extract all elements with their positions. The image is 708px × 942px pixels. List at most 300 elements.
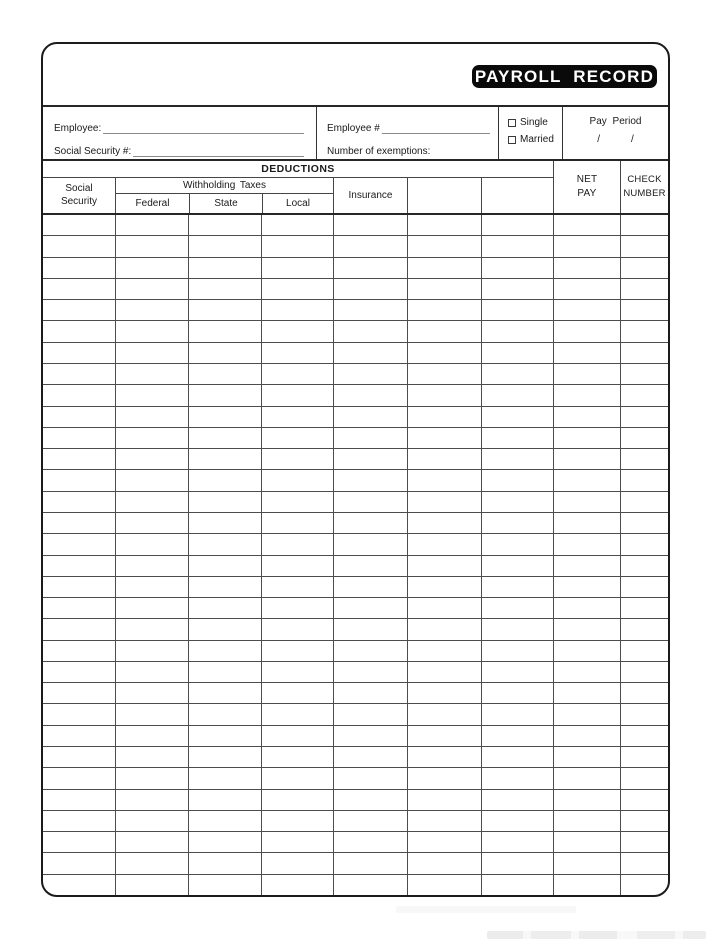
cell-net-pay <box>553 641 620 661</box>
marital-status-cell <box>498 107 562 159</box>
cell-social-security <box>43 726 115 746</box>
cell-withholding-state <box>188 556 261 576</box>
table-row <box>43 469 668 490</box>
cell-blank-1 <box>407 343 481 363</box>
cell-insurance <box>333 321 407 341</box>
cell-withholding-local <box>261 364 333 384</box>
cell-social-security <box>43 407 115 427</box>
cell-withholding-local <box>261 343 333 363</box>
cell-social-security <box>43 321 115 341</box>
employee-label: Employee: <box>54 123 102 134</box>
cell-blank-1 <box>407 704 481 724</box>
cell-insurance <box>333 832 407 852</box>
cell-blank-1 <box>407 747 481 767</box>
cell-withholding-local <box>261 428 333 448</box>
cell-withholding-state <box>188 300 261 320</box>
cell-withholding-federal <box>115 853 188 873</box>
cell-withholding-state <box>188 534 261 554</box>
table-row <box>43 874 668 895</box>
cell-insurance <box>333 598 407 618</box>
exemptions-row <box>327 136 490 159</box>
cell-net-pay <box>553 875 620 895</box>
table-row <box>43 448 668 469</box>
column-header-state: State <box>189 194 262 213</box>
cell-insurance <box>333 534 407 554</box>
cell-withholding-federal <box>115 215 188 235</box>
cell-net-pay <box>553 768 620 788</box>
column-header-local: Local <box>262 194 333 213</box>
pay-period-slash-1: / <box>597 134 600 145</box>
cell-withholding-federal <box>115 790 188 810</box>
social-security-row <box>54 136 304 159</box>
cell-social-security <box>43 258 115 278</box>
cell-blank-1 <box>407 258 481 278</box>
table-row <box>43 725 668 746</box>
cell-blank-1 <box>407 598 481 618</box>
cell-insurance <box>333 513 407 533</box>
social-line2: Security <box>60 195 98 207</box>
deductions-label: DEDUCTIONS <box>261 163 335 175</box>
cell-withholding-local <box>261 683 333 703</box>
cell-check-number <box>620 364 668 384</box>
cell-social-security <box>43 343 115 363</box>
cell-blank-1 <box>407 641 481 661</box>
cell-withholding-local <box>261 598 333 618</box>
cell-blank-2 <box>481 641 553 661</box>
cell-withholding-federal <box>115 300 188 320</box>
table-row <box>43 235 668 256</box>
cell-withholding-state <box>188 449 261 469</box>
social-security-field[interactable] <box>133 145 304 157</box>
cell-blank-1 <box>407 768 481 788</box>
table-row <box>43 257 668 278</box>
cell-social-security <box>43 747 115 767</box>
single-checkbox[interactable] <box>508 119 516 127</box>
cell-insurance <box>333 492 407 512</box>
cell-blank-1 <box>407 236 481 256</box>
cell-check-number <box>620 428 668 448</box>
cell-insurance <box>333 449 407 469</box>
column-header-blank-1 <box>407 178 481 213</box>
title-box <box>472 65 657 88</box>
cell-blank-2 <box>481 704 553 724</box>
cell-withholding-local <box>261 853 333 873</box>
cell-withholding-federal <box>115 492 188 512</box>
cell-blank-1 <box>407 726 481 746</box>
cell-social-security <box>43 683 115 703</box>
cell-check-number <box>620 577 668 597</box>
table-row <box>43 682 668 703</box>
cell-insurance <box>333 683 407 703</box>
cell-withholding-local <box>261 321 333 341</box>
cell-withholding-federal <box>115 321 188 341</box>
employee-identity-cell <box>43 107 316 159</box>
cell-net-pay <box>553 236 620 256</box>
cell-withholding-state <box>188 875 261 895</box>
cell-net-pay <box>553 747 620 767</box>
cell-withholding-federal <box>115 704 188 724</box>
column-header-check-number <box>620 161 668 213</box>
cell-insurance <box>333 768 407 788</box>
column-header-federal: Federal <box>135 198 170 209</box>
employee-info-section <box>43 105 668 159</box>
cell-blank-1 <box>407 279 481 299</box>
cell-check-number <box>620 449 668 469</box>
cell-insurance <box>333 641 407 661</box>
cell-withholding-local <box>261 534 333 554</box>
cell-withholding-federal <box>115 598 188 618</box>
cell-withholding-state <box>188 321 261 341</box>
cell-withholding-state <box>188 470 261 490</box>
table-row <box>43 640 668 661</box>
cell-blank-2 <box>481 619 553 639</box>
cell-withholding-local <box>261 385 333 405</box>
table-row <box>43 215 668 235</box>
cell-withholding-state <box>188 662 261 682</box>
cell-withholding-federal <box>115 641 188 661</box>
cell-social-security <box>43 619 115 639</box>
cell-withholding-federal <box>115 407 188 427</box>
cell-insurance <box>333 853 407 873</box>
cell-withholding-federal <box>115 832 188 852</box>
cell-check-number <box>620 258 668 278</box>
net-pay-line1: NET <box>576 174 598 185</box>
cell-blank-1 <box>407 790 481 810</box>
table-row <box>43 299 668 320</box>
cell-withholding-local <box>261 215 333 235</box>
cell-blank-2 <box>481 811 553 831</box>
cell-net-pay <box>553 704 620 724</box>
cell-blank-1 <box>407 428 481 448</box>
cell-net-pay <box>553 364 620 384</box>
cell-withholding-federal <box>115 768 188 788</box>
cell-blank-1 <box>407 662 481 682</box>
column-header-insurance: Insurance <box>333 178 407 213</box>
cell-withholding-state <box>188 832 261 852</box>
cell-insurance <box>333 790 407 810</box>
cell-blank-2 <box>481 492 553 512</box>
cell-withholding-federal <box>115 726 188 746</box>
cell-net-pay <box>553 726 620 746</box>
cell-blank-1 <box>407 832 481 852</box>
table-row <box>43 491 668 512</box>
cell-social-security <box>43 641 115 661</box>
cell-insurance <box>333 215 407 235</box>
cell-blank-1 <box>407 321 481 341</box>
cell-social-security <box>43 875 115 895</box>
exemptions-label: Number of exemptions: <box>327 146 431 157</box>
cell-blank-2 <box>481 790 553 810</box>
column-header-blank-2 <box>481 178 553 213</box>
cell-withholding-federal <box>115 385 188 405</box>
cell-social-security <box>43 385 115 405</box>
payroll-record-form <box>41 42 670 897</box>
cell-withholding-local <box>261 258 333 278</box>
cell-net-pay <box>553 534 620 554</box>
table-row <box>43 767 668 788</box>
cell-blank-1 <box>407 534 481 554</box>
cell-withholding-local <box>261 641 333 661</box>
cell-check-number <box>620 407 668 427</box>
cell-blank-2 <box>481 343 553 363</box>
cell-withholding-local <box>261 726 333 746</box>
cell-withholding-state <box>188 492 261 512</box>
cell-social-security <box>43 215 115 235</box>
cell-withholding-local <box>261 577 333 597</box>
cell-blank-2 <box>481 577 553 597</box>
cell-check-number <box>620 768 668 788</box>
cell-blank-2 <box>481 300 553 320</box>
deductions-band <box>43 161 553 178</box>
cell-withholding-federal <box>115 577 188 597</box>
table-row <box>43 831 668 852</box>
cell-insurance <box>333 662 407 682</box>
cell-insurance <box>333 343 407 363</box>
cell-net-pay <box>553 513 620 533</box>
cell-check-number <box>620 215 668 235</box>
cell-withholding-federal <box>115 747 188 767</box>
cell-withholding-state <box>188 236 261 256</box>
cell-blank-2 <box>481 747 553 767</box>
cell-withholding-federal <box>115 279 188 299</box>
cell-social-security <box>43 279 115 299</box>
cell-blank-1 <box>407 513 481 533</box>
cell-net-pay <box>553 811 620 831</box>
cell-withholding-state <box>188 853 261 873</box>
table-row <box>43 320 668 341</box>
cell-blank-2 <box>481 556 553 576</box>
cell-withholding-state <box>188 577 261 597</box>
married-checkbox[interactable] <box>508 136 516 144</box>
cell-net-pay <box>553 662 620 682</box>
cell-check-number <box>620 704 668 724</box>
cell-check-number <box>620 747 668 767</box>
employee-name-row <box>54 113 304 136</box>
cell-check-number <box>620 683 668 703</box>
cell-insurance <box>333 875 407 895</box>
employee-number-field[interactable] <box>382 122 490 134</box>
cell-blank-1 <box>407 215 481 235</box>
table-row <box>43 703 668 724</box>
cell-blank-1 <box>407 683 481 703</box>
cell-blank-1 <box>407 300 481 320</box>
cell-blank-2 <box>481 236 553 256</box>
employee-number-cell <box>316 107 498 159</box>
page-title: PAYROLL RECORD <box>474 66 655 86</box>
cell-social-security <box>43 768 115 788</box>
single-option <box>508 115 562 130</box>
cell-insurance <box>333 258 407 278</box>
pay-period-label: Pay Period <box>589 116 642 127</box>
cell-withholding-local <box>261 832 333 852</box>
cell-withholding-local <box>261 875 333 895</box>
cell-withholding-state <box>188 641 261 661</box>
cell-blank-2 <box>481 726 553 746</box>
cell-withholding-federal <box>115 236 188 256</box>
cell-blank-1 <box>407 385 481 405</box>
cell-insurance <box>333 726 407 746</box>
table-row <box>43 746 668 767</box>
cell-blank-1 <box>407 407 481 427</box>
cell-social-security <box>43 790 115 810</box>
cell-withholding-state <box>188 258 261 278</box>
cell-insurance <box>333 428 407 448</box>
cell-net-pay <box>553 853 620 873</box>
table-body <box>43 215 668 895</box>
cell-social-security <box>43 236 115 256</box>
social-security-label: Social Security #: <box>54 146 132 157</box>
cell-net-pay <box>553 258 620 278</box>
married-label: Married <box>520 134 554 145</box>
cell-blank-2 <box>481 428 553 448</box>
table-row <box>43 789 668 810</box>
cell-withholding-state <box>188 407 261 427</box>
cell-net-pay <box>553 492 620 512</box>
column-header-net-pay <box>553 161 620 213</box>
cell-withholding-federal <box>115 556 188 576</box>
cell-insurance <box>333 704 407 724</box>
cell-check-number <box>620 662 668 682</box>
table-row <box>43 555 668 576</box>
cell-blank-2 <box>481 321 553 341</box>
cell-withholding-local <box>261 407 333 427</box>
cell-withholding-local <box>261 662 333 682</box>
cell-withholding-federal <box>115 449 188 469</box>
cell-blank-2 <box>481 470 553 490</box>
table-row <box>43 576 668 597</box>
employee-name-field[interactable] <box>103 122 304 134</box>
cell-withholding-federal <box>115 470 188 490</box>
cell-check-number <box>620 556 668 576</box>
cell-social-security <box>43 492 115 512</box>
cell-withholding-state <box>188 619 261 639</box>
table-row <box>43 363 668 384</box>
cell-blank-2 <box>481 513 553 533</box>
cell-blank-2 <box>481 449 553 469</box>
cell-withholding-state <box>188 811 261 831</box>
cell-blank-1 <box>407 811 481 831</box>
cell-check-number <box>620 300 668 320</box>
cell-blank-2 <box>481 279 553 299</box>
cell-net-pay <box>553 300 620 320</box>
cell-withholding-state <box>188 726 261 746</box>
cell-withholding-federal <box>115 875 188 895</box>
cell-net-pay <box>553 556 620 576</box>
cell-insurance <box>333 811 407 831</box>
cell-social-security <box>43 577 115 597</box>
cell-check-number <box>620 853 668 873</box>
married-option <box>508 132 562 147</box>
cell-blank-1 <box>407 470 481 490</box>
cell-social-security <box>43 662 115 682</box>
cell-insurance <box>333 364 407 384</box>
cell-blank-2 <box>481 598 553 618</box>
cell-withholding-state <box>188 215 261 235</box>
cell-check-number <box>620 726 668 746</box>
cell-withholding-state <box>188 768 261 788</box>
cell-blank-2 <box>481 832 553 852</box>
cell-withholding-federal <box>115 364 188 384</box>
cell-withholding-local <box>261 492 333 512</box>
cell-withholding-federal <box>115 343 188 363</box>
cell-withholding-local <box>261 300 333 320</box>
cell-check-number <box>620 619 668 639</box>
cell-blank-2 <box>481 407 553 427</box>
withholding-taxes-group <box>115 178 333 213</box>
cell-blank-2 <box>481 258 553 278</box>
cell-blank-2 <box>481 534 553 554</box>
cell-insurance <box>333 300 407 320</box>
cell-net-pay <box>553 683 620 703</box>
cell-withholding-local <box>261 704 333 724</box>
cell-blank-2 <box>481 875 553 895</box>
cell-withholding-federal <box>115 811 188 831</box>
cell-social-security <box>43 598 115 618</box>
cell-blank-2 <box>481 683 553 703</box>
cell-blank-1 <box>407 556 481 576</box>
cell-check-number <box>620 279 668 299</box>
cell-check-number <box>620 534 668 554</box>
cell-social-security <box>43 428 115 448</box>
cell-blank-1 <box>407 619 481 639</box>
cell-withholding-state <box>188 385 261 405</box>
cell-withholding-local <box>261 449 333 469</box>
net-pay-line2: PAY <box>577 188 597 199</box>
cell-withholding-federal <box>115 619 188 639</box>
cell-net-pay <box>553 470 620 490</box>
employee-number-row <box>327 113 490 136</box>
cell-blank-2 <box>481 768 553 788</box>
withholding-taxes-label: Withholding Taxes <box>116 178 333 194</box>
cell-net-pay <box>553 407 620 427</box>
cell-net-pay <box>553 279 620 299</box>
table-row <box>43 406 668 427</box>
cell-social-security <box>43 704 115 724</box>
cell-insurance <box>333 385 407 405</box>
cell-net-pay <box>553 449 620 469</box>
cell-insurance <box>333 556 407 576</box>
table-row <box>43 278 668 299</box>
cell-blank-1 <box>407 492 481 512</box>
cell-withholding-state <box>188 704 261 724</box>
cell-check-number <box>620 790 668 810</box>
scan-smudge <box>487 931 706 939</box>
pay-period-cell <box>562 107 668 159</box>
cell-insurance <box>333 470 407 490</box>
pay-period-date-field[interactable] <box>563 134 668 145</box>
cell-social-security <box>43 513 115 533</box>
table-row <box>43 852 668 873</box>
form-header-band <box>43 44 668 105</box>
cell-withholding-local <box>261 747 333 767</box>
table-row <box>43 618 668 639</box>
cell-withholding-federal <box>115 683 188 703</box>
cell-withholding-local <box>261 768 333 788</box>
cell-withholding-local <box>261 790 333 810</box>
table-row <box>43 597 668 618</box>
employee-number-label: Employee # <box>327 123 380 134</box>
cell-withholding-state <box>188 598 261 618</box>
cell-withholding-local <box>261 470 333 490</box>
cell-blank-2 <box>481 364 553 384</box>
cell-withholding-local <box>261 811 333 831</box>
cell-withholding-local <box>261 279 333 299</box>
cell-social-security <box>43 470 115 490</box>
cell-blank-1 <box>407 875 481 895</box>
cell-net-pay <box>553 577 620 597</box>
cell-blank-2 <box>481 853 553 873</box>
column-header-social-security <box>43 178 115 213</box>
